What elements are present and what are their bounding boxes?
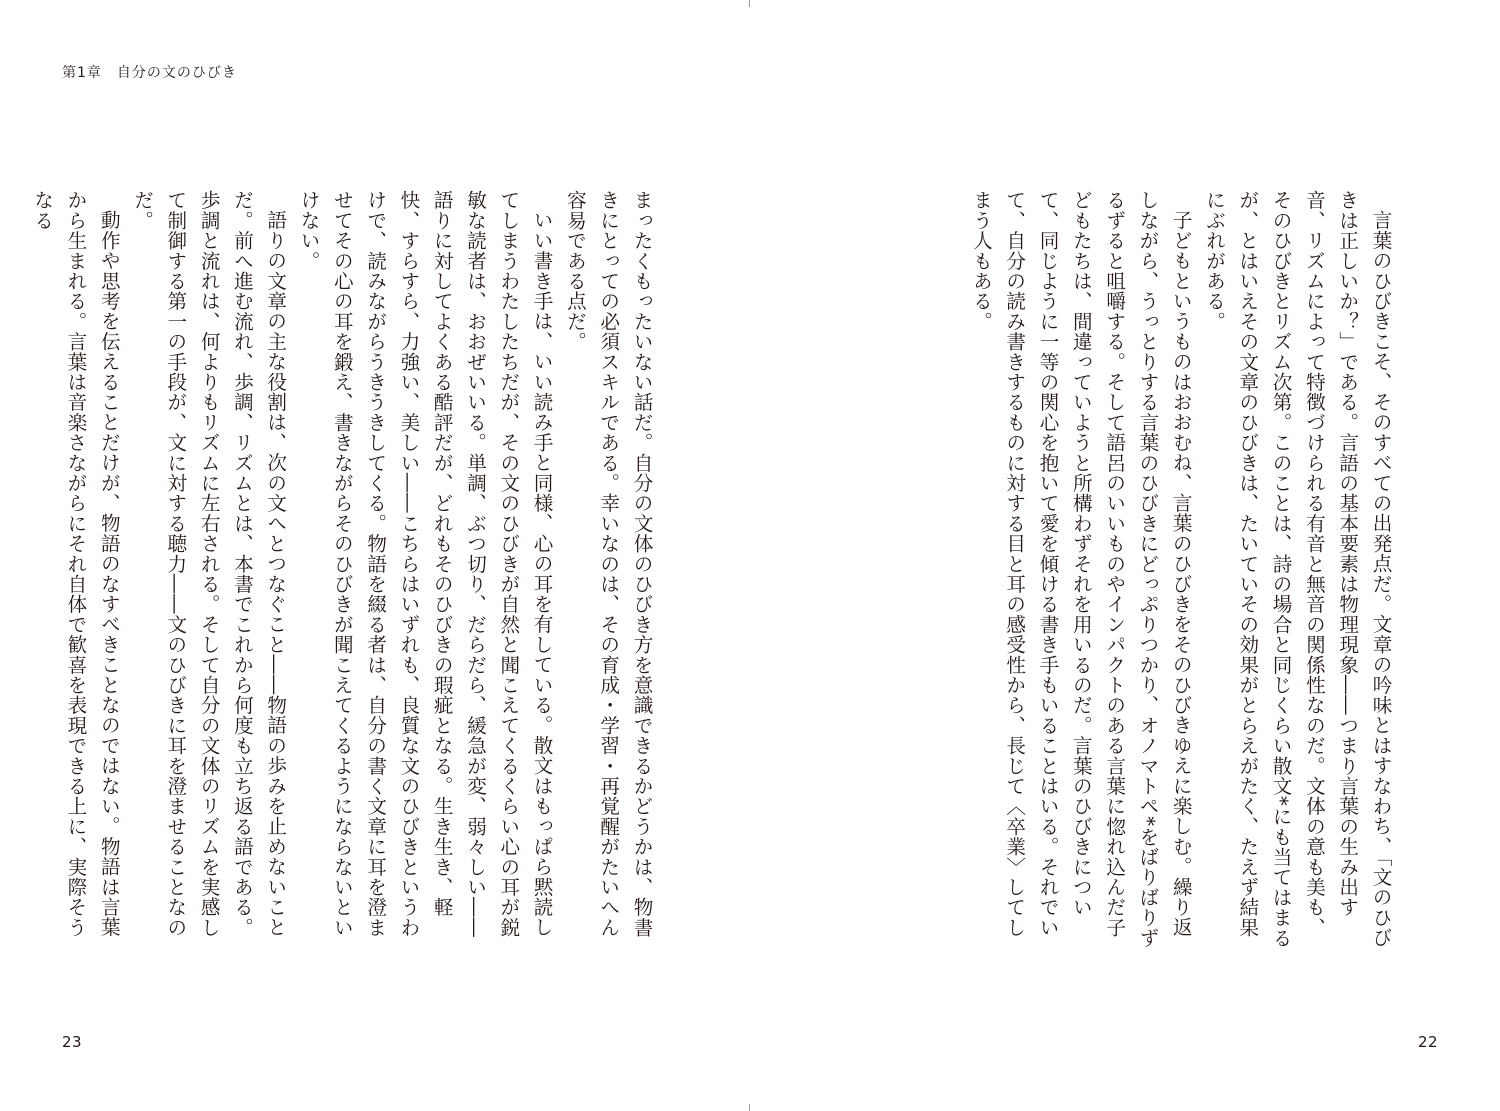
page-number-left: 23 — [62, 1033, 83, 1051]
left-page-body — [30, 190, 658, 950]
running-head: 第1章 自分の文のひびき — [62, 65, 237, 81]
crop-mark-bottom — [749, 1104, 750, 1111]
paragraph: 言葉のひびきこそ、そのすべての出発点だ。文章の吟味とはすなわち、「文のひびきは正しいか？」である。言語の基本要素は物理現象――つまり言葉の生み出す音、リズムによって特徴づけられる有音と無音の関係性なのだ。文体の意も美も、そのひびきとリズム次第。このことは、詩の場合と同じくらい散文*にも当てはまるが、とはいえその文章のひびきは、たいていその効果がとらえがたく、たえず結果にぶれがある。 — [1202, 190, 1392, 948]
paragraph: まったくもったいない話だ。自分の文体のひびき方を意識できるかどうかは、物書きにとっての必須スキルである。幸いなのは、その育成・学習・再覚醒がたいへん容易である点だ。 — [563, 190, 653, 938]
paragraph: 子どもというものはおおむね、言葉のひびきをそのひびきゆえに楽しむ。繰り返しながら、うっとりする言葉のひびきにどっぷりつかり、オノマトペ*をばりばりずるずると咀嚼する。そして語呂のいいものやインパクトのある言葉に惚れ込んだ子どもたちは、間違っていようと所構わずそれを用いるのだ。言葉のひびきについて、同じように一等の関心を抱いて愛を傾ける書き手もいることはいる。それでいて、自分の読み書きするものに対する目と耳の感受性から、長じて〈卒業〉してしまう人もある。 — [969, 190, 1193, 948]
paragraph: 語りの文章の主な役割は、次の文へとつなぐこと――物語の歩みを止めないことだ。前へ進む流れ、歩調、リズムとは、本書でこれから何度も立ち返る語である。歩調と流れは、何よりもリズムに左右される。そして自分の文体のリズムを実感して制御する第一の手段が、文に対する聴力――文のひびきに耳を澄ませることなのだ。 — [130, 190, 287, 938]
right-page — [750, 0, 1500, 1111]
right-page-body — [857, 190, 1397, 950]
crop-mark-top — [749, 0, 750, 7]
paragraph: いい書き手は、いい読み手と同様、心の耳を有している。散文はもっぱら黙読してしまうわたしたちだが、その文のひびきが自然と聞こえてくるくらい心の耳が鋭敏な読者は、おおぜいいる。単調、ぶつ切り、だらだら、緩急が変、弱々しい――語りに対してよくある酷評だが、どれもそのひびきの瑕疵となる。生き生き、軽快、すらすら、力強い、美しい――こちらはいずれも、良質な文のひびきというわけで、読みながらうきうきしてくる。物語を綴る者は、自分の書く文章に耳を澄ませてその心の耳を鍛え、書きながらそのひびきが聞こえてくるようにならないといけない。 — [297, 190, 554, 938]
paragraph: 動作や思考を伝えることだけが、物語のなすべきことなのではない。物語は言葉から生まれる。言葉は音楽さながらにそれ自体で歓喜を表現できる上に、実際そうなる — [30, 190, 121, 938]
page-number-right: 22 — [1418, 1033, 1439, 1051]
